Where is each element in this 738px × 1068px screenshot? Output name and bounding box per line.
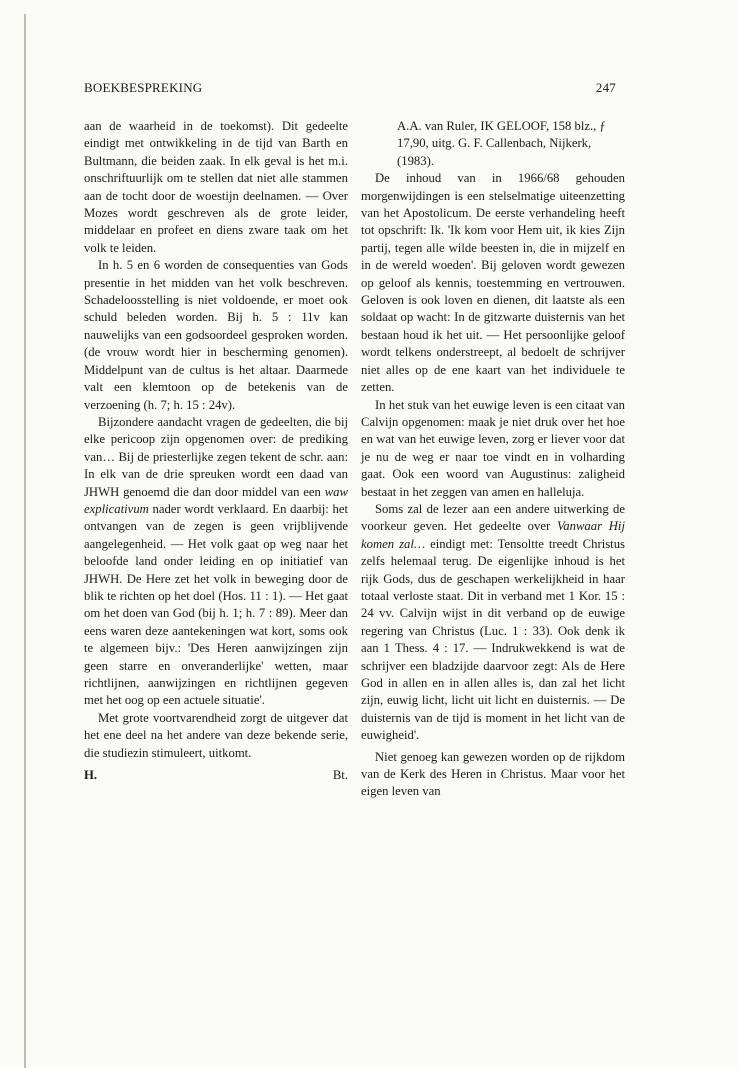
text-run: Soms zal de lezer aan een andere uitwerking de voorkeur geven. Het gedeelte over: [361, 501, 625, 534]
italic-title: Vanwaar Hij komen zal…: [361, 519, 625, 551]
paragraph: Niet genoeg kan gewezen worden op de rijkdom van de Kerk des Heren in Christus. Maar voor het eigen leven van: [361, 749, 625, 799]
left-column: [84, 118, 348, 785]
paragraph: [84, 414, 348, 710]
text-run: eindigt met: Tensoltte treedt Christus zelfs helemaal terug. De eigenlijke inhoud is het rijk Gods, dus de geschapen werkelijkheid in haar totaal verloste staat. Dit in verband met 1 Kor. 15 : 24 vv. Calvijn wijst in dit verband op de euwige regering van Christus (Luc. 1 : 33). Ook denk ik aan 1 Thess. 4 : 17. — Indrukwekkend is wat de schrijver een bladzijde daarvoor zegt: Als de Here God in allen en in allen alles is, dan zal het licht zijn, euwig licht, licht uit licht en duisternis. — De duisternis van de tijd is moment in het licht van de euwigheid'.: [361, 536, 625, 743]
reviewer-signature: [84, 767, 348, 785]
page-number: 247: [595, 80, 616, 95]
italic-term: waw explicativum: [84, 484, 348, 516]
running-title: BOEKBESPREKING: [84, 80, 203, 95]
right-column: [361, 118, 625, 801]
paragraph: De inhoud van in 1966/68 gehouden morgenwijdingen is een stelselmatige uiteenzetting van het Apostolicum. De eerste verhandeling heeft tot opschrift: Ik. 'Ik kom voor Hem uit, ik kies Zijn partij, tegen alle wilde beesten in, die in mijzelf en in de wereld woeden'. Bij geloven wordt gewezen op geloof als kennis, toestemming en vertrouwen. Geloven is ook loven en dienen, dit laatste als een soldaat op wacht: In de gitzwarte duisternis van het bestaan houd ik het uit. — Het persoonlijke geloof wordt telkens onderstreept, al bedoelt de schrijver niet alles op de ene kaart van het individuele te zetten.: [361, 171, 625, 395]
signature-initials: Bt.: [332, 768, 348, 783]
book-reference: A.A. van Ruler, IK GELOOF, 158 blz., ƒ 17,90, uitg. G. F. Callenbach, Nijkerk, (1983).: [397, 119, 606, 168]
paragraph: aan de waarheid in de toekomst). Dit gedeelte eindigt met ontwikkeling in de tijd van Barth en Bultmann, die beiden zaak. In elk geval is het m.i. onschriftuurlijk om te stellen dat niet alle stammen aan de tocht door de woestijn deelnamen. — Over Mozes wordt geschreven als de grote leider, middelaar en profeet en diens zware taak om het volk te leiden.: [84, 119, 348, 255]
text-run: Bijzondere aandacht vragen de gedeelten, die bij elke pericoop zijn opgenomen over: de prediking van… Bij de priesterlijke zegen tekent de schr. aan: In elk van de drie spreuken wordt een daad van JHWH genoemd die dan door middel van een: [84, 414, 348, 499]
paragraph: [361, 501, 625, 745]
page-header: [84, 80, 616, 98]
text-run: nader wordt verklaard. En daarbij: het ontvangen van de zegen is geen vrijblijvende aangelegenheid. — Het volk gaat op weg naar het beloofde land onder leiding en op initiatief van JHWH. De Here zet het volk in beweging door de blik te richten op het doel (Hos. 11 : 1). — Het gaat om het doen van God (bij h. 1; h. 7 : 89). Meer dan eens waren deze aantekeningen wat kort, soms ook te algemeen bijv.: 'Des Heren aanwijzingen zijn geen starre en onveranderlijke' wetten, maar richtlijnen, aanwijzingen en richtlijnen gegeven met het oog op een actuele situatie'.: [84, 501, 348, 708]
paragraph: Met grote voortvarendheid zorgt de uitgever dat het ene deel na het andere van deze bekende serie, die studiezin stimuleert, uitkomt.: [84, 710, 348, 760]
paragraph: In het stuk van het euwige leven is een citaat van Calvijn opgenomen: maak je niet druk over het hoe en wat van het euwige leven, zorg er liever voor dat je nu de weg er naar toe vindt en in volharding gaat. Ook een woord van Augustinus: zaligheid bestaat in het zeggen van amen en halleluja.: [361, 397, 625, 499]
scan-edge-line: [24, 14, 26, 1068]
signature-initial: H.: [84, 768, 98, 783]
paragraph: In h. 5 en 6 worden de consequenties van Gods presentie in het midden van het volk beschreven. Schadeloosstelling is niet voldoende, er moet ook schuld beleden worden. Bij h. 5 : 11v kan nauwelijks van een godsoordeel gesproken worden. (de vrouw wordt hier in bescherming genomen). Middelpunt van de cultus is het altaar. Daarmede valt een klemtoon op de betekenis van de verzoening (h. 7; h. 15 : 24v).: [84, 258, 348, 412]
